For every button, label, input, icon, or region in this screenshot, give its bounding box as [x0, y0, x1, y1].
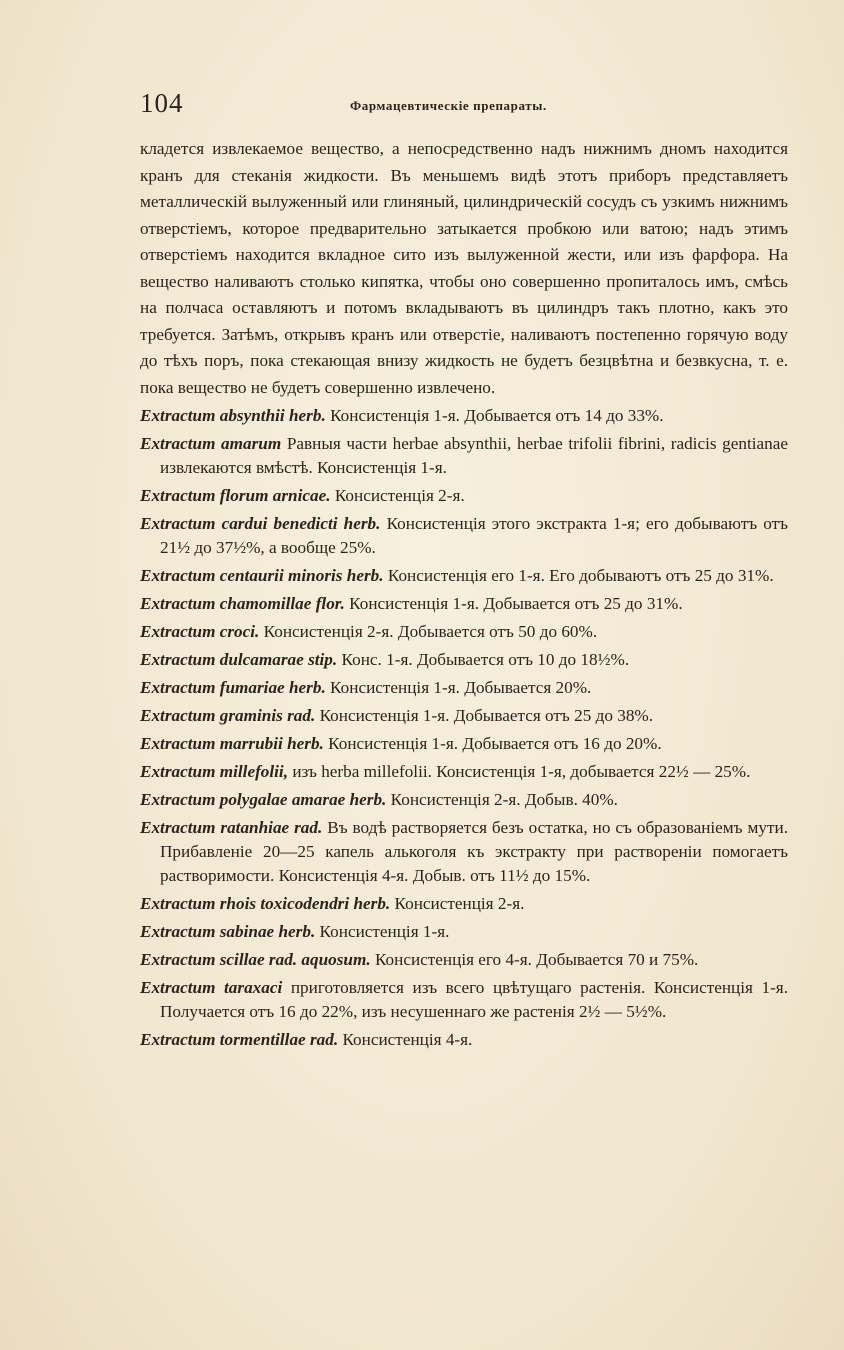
extract-entry: [140, 484, 788, 508]
extract-term: Extractum cardui benedicti herb.: [140, 514, 381, 533]
extract-description: Въ водѣ растворяется безъ остатка, но съ образованіемъ мути. Прибавленіе 20—25 капель алькоголя къ экстракту при раствореніи помогаетъ растворимости. Консистенція 4-я. Добыв. отъ 11½ до 15%.: [160, 818, 788, 885]
extract-entry: [140, 920, 788, 944]
extract-entry: [140, 404, 788, 428]
extract-term: Extractum centaurii minoris herb.: [140, 566, 384, 585]
extract-entry: [140, 732, 788, 756]
extract-term: Extractum taraxaci: [140, 978, 283, 997]
extract-term: Extractum croci.: [140, 622, 260, 641]
extract-description: Конс. 1-я. Добывается отъ 10 до 18½%.: [341, 650, 630, 669]
extract-entry: [140, 676, 788, 700]
extract-description: Консистенція 1-я. Добывается отъ 25 до 31%.: [349, 594, 683, 613]
extract-entry: [140, 592, 788, 616]
extract-entry: [140, 648, 788, 672]
extract-term: Extractum scillae rad. aquosum.: [140, 950, 371, 969]
extract-description: Консистенція 1-я. Добывается 20%.: [330, 678, 592, 697]
extract-term: Extractum fumariae herb.: [140, 678, 326, 697]
extract-description: Консистенція 1-я. Добывается отъ 14 до 33%.: [330, 406, 664, 425]
extract-entry: [140, 432, 788, 480]
extract-term: Extractum marrubii herb.: [140, 734, 324, 753]
extract-term: Extractum absynthii herb.: [140, 406, 326, 425]
extract-description: Консистенція 2-я. Добыв. 40%.: [390, 790, 618, 809]
extract-description: изъ herba millefolii. Консистенція 1-я, добывается 22½ — 25%.: [292, 762, 751, 781]
extract-entry: [140, 704, 788, 728]
extract-term: Extractum tormentillae rad.: [140, 1030, 339, 1049]
running-title: Фармацевтическіе препараты.: [350, 98, 547, 113]
extract-term: Extractum ratanhiae rad.: [140, 818, 323, 837]
extract-description: Консистенція 2-я. Добывается отъ 50 до 60%.: [263, 622, 598, 641]
extract-description: Консистенція 1-я. Добывается отъ 25 до 38%.: [319, 706, 654, 725]
extract-term: Extractum rhois toxicodendri herb.: [140, 894, 391, 913]
page-number: 104: [140, 88, 184, 118]
extract-description: Консистенція этого экстракта 1-я; его добываютъ отъ 21½ до 37½%, а вообще 25%.: [160, 514, 789, 557]
extract-entry: [140, 512, 788, 560]
extract-description: Равныя части herbae absynthii, herbae trifolii fibrini, radicis gentianae извлекаются вмѣстѣ. Консистенція 1-я.: [160, 434, 789, 477]
extract-description: Консистенція его 4-я. Добывается 70 и 75%.: [374, 950, 699, 969]
extract-term: Extractum sabinae herb.: [140, 922, 316, 941]
extract-term: Extractum polygalae amarae herb.: [140, 790, 387, 809]
intro-paragraph: кладется извлекаемое вещество, а непосредственно надъ нижнимъ дномъ находится кранъ для стеканія жидкости. Въ меньшемъ видѣ этотъ приборъ представляетъ металлическій вылуженный или глиняный, цилиндрическій сосудъ съ узкимъ нижнимъ отверстіемъ, которое предварительно затыкается пробкою или ватою; надъ этимъ отверстіемъ находится вкладное сито изъ вылуженной жести, или изъ фарфора. На вещество наливаютъ столько кипятка, чтобы оно совершенно пропиталось имъ, смѣсь на полчаса оставляютъ и потомъ вкладываютъ въ цилиндръ такъ плотно, какъ это требуется. Затѣмъ, открывъ кранъ или отверстіе, наливаютъ постепенно горячую воду до тѣхъ поръ, пока стекающая внизу жидкость не будетъ безцвѣтна и безвкусна, т. е. пока вещество не будетъ совершенно извлечено.: [140, 139, 788, 397]
page-body: [140, 136, 788, 1056]
extract-term: Extractum graminis rad.: [140, 706, 316, 725]
extract-description: Консистенція 1-я.: [319, 922, 450, 941]
running-head: [130, 88, 790, 122]
extract-entry: [140, 948, 788, 972]
extract-term: Extractum chamomillae flor.: [140, 594, 345, 613]
extract-description: Консистенція 1-я. Добывается отъ 16 до 20%.: [328, 734, 662, 753]
extract-term: Extractum florum arnicae.: [140, 486, 331, 505]
extract-entry: [140, 620, 788, 644]
extract-entry: [140, 788, 788, 812]
extract-entry: [140, 760, 788, 784]
extract-description: Консистенція 2-я.: [394, 894, 525, 913]
extract-entry: [140, 892, 788, 916]
extract-entry: [140, 976, 788, 1024]
extract-entry: [140, 564, 788, 588]
extract-entry: [140, 816, 788, 888]
extract-description: приготовляется изъ всего цвѣтущаго растенія. Консистенція 1-я. Получается отъ 16 до 22%, изъ несушеннаго же растенія 2½ — 5½%.: [160, 978, 789, 1021]
extract-term: Extractum millefolii,: [140, 762, 289, 781]
extract-term: Extractum amarum: [140, 434, 282, 453]
extract-term: Extractum dulcamarae stip.: [140, 650, 338, 669]
extract-description: Консистенція его 1-я. Его добываютъ отъ 25 до 31%.: [387, 566, 774, 585]
extract-description: Консистенція 4-я.: [342, 1030, 473, 1049]
extract-entry: [140, 1028, 788, 1052]
extract-description: Консистенція 2-я.: [334, 486, 465, 505]
